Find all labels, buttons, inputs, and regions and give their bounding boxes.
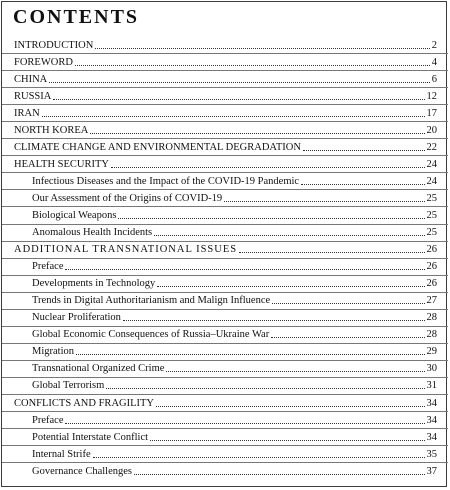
dot-leader [154,235,424,236]
toc-subentry-governance-challenges[interactable] [2,463,448,480]
toc-entry-introduction[interactable] [2,37,448,54]
toc-entry-label: CHINA [14,73,48,85]
toc-entry-label: FOREWORD [14,56,73,68]
toc-entry-page: 26 [426,278,437,290]
toc-entry-label: Preface [32,414,64,426]
toc-subentry-biological-weapons[interactable] [2,207,448,224]
toc-entry-page: 34 [426,397,437,409]
table-of-contents [2,37,448,480]
toc-entry-label: IRAN [14,107,40,119]
dot-leader [65,423,424,424]
toc-entry-page: 17 [426,107,437,119]
toc-entry-label: Our Assessment of the Origins of COVID-19 [32,192,223,204]
toc-entry-label: Migration [32,346,74,358]
dot-leader [271,337,424,338]
toc-subentry-migration[interactable] [2,344,448,361]
dot-leader [106,388,424,389]
dot-leader [239,252,424,253]
toc-subentry-organized-crime[interactable] [2,361,448,378]
toc-entry-page: 20 [426,124,437,136]
dot-leader [65,269,424,270]
dot-leader [118,218,424,219]
toc-entry-page: 34 [426,414,437,426]
dot-leader [111,167,425,168]
toc-subentry-preface[interactable] [2,259,448,276]
toc-entry-label: CLIMATE CHANGE AND ENVIRONMENTAL DEGRADATION [14,141,301,153]
dot-leader [49,82,430,83]
toc-subentry-economic-consequences[interactable] [2,327,448,344]
dot-leader [53,99,424,100]
toc-entry-label: NORTH KOREA [14,124,89,136]
toc-entry-label: Biological Weapons [32,209,117,221]
toc-entry-climate-change[interactable] [2,139,448,156]
toc-entry-page: 28 [426,312,437,324]
toc-entry-label: Global Economic Consequences of Russia–Ukraine War [32,329,270,341]
toc-entry-page: 6 [431,73,437,85]
toc-entry-label: Developments in Technology [32,278,156,290]
toc-entry-page: 37 [426,466,437,478]
toc-entry-russia[interactable] [2,88,448,105]
toc-entry-label: Nuclear Proliferation [32,312,121,324]
contents-page [1,1,447,487]
page-title: CONTENTS [13,6,140,28]
toc-entry-label: Internal Strife [32,448,91,460]
toc-entry-transnational-issues[interactable] [2,242,448,259]
toc-entry-page: 24 [426,158,437,170]
dot-leader [75,65,430,66]
dot-leader [150,440,424,441]
toc-entry-page: 26 [426,261,437,273]
toc-subentry-technology[interactable] [2,276,448,293]
dot-leader [303,150,425,151]
toc-entry-label: INTRODUCTION [14,39,94,51]
toc-subentry-nuclear-proliferation[interactable] [2,310,448,327]
dot-leader [272,303,424,304]
toc-entry-label: Infectious Diseases and the Impact of the COVID-19 Pandemic [32,175,300,187]
toc-entry-page: 25 [426,227,437,239]
toc-entry-label: Potential Interstate Conflict [32,431,149,443]
toc-subentry-digital-authoritarianism[interactable] [2,293,448,310]
toc-entry-page: 29 [426,346,437,358]
toc-subentry-global-terrorism[interactable] [2,378,448,395]
toc-entry-page: 34 [426,431,437,443]
dot-leader [93,457,425,458]
toc-entry-label: HEALTH SECURITY [14,158,109,170]
toc-subentry-anomalous-health[interactable] [2,225,448,242]
toc-entry-label: Transnational Organized Crime [32,363,165,375]
dot-leader [76,354,425,355]
toc-entry-page: 25 [426,209,437,221]
toc-entry-label: RUSSIA [14,90,52,102]
toc-entry-label: Global Terrorism [32,380,105,392]
dot-leader [90,133,424,134]
toc-entry-page: 12 [426,90,437,102]
toc-entry-china[interactable] [2,71,448,88]
toc-entry-page: 27 [426,295,437,307]
dot-leader [156,406,424,407]
toc-entry-page: 31 [426,380,437,392]
toc-entry-page: 35 [426,448,437,460]
toc-subentry-internal-strife[interactable] [2,446,448,463]
toc-entry-page: 30 [426,363,437,375]
toc-entry-label: Trends in Digital Authoritarianism and Malign Influence [32,295,271,307]
dot-leader [301,184,424,185]
dot-leader [95,48,429,49]
dot-leader [42,116,425,117]
toc-subentry-interstate-conflict[interactable] [2,429,448,446]
toc-entry-health-security[interactable] [2,156,448,173]
toc-entry-page: 2 [431,39,437,51]
toc-entry-label: Governance Challenges [32,466,133,478]
toc-entry-page: 26 [426,244,437,256]
toc-entry-page: 22 [426,141,437,153]
toc-subentry-preface-conflicts[interactable] [2,412,448,429]
toc-entry-iran[interactable] [2,105,448,122]
dot-leader [134,474,424,475]
toc-entry-page: 4 [431,56,437,68]
toc-entry-label: CONFLICTS AND FRAGILITY [14,397,155,409]
dot-leader [157,286,424,287]
toc-subentry-covid-origins[interactable] [2,190,448,207]
toc-entry-page: 25 [426,192,437,204]
dot-leader [166,371,424,372]
toc-subentry-infectious-diseases[interactable] [2,173,448,190]
toc-entry-foreword[interactable] [2,54,448,71]
toc-entry-page: 24 [426,175,437,187]
dot-leader [224,201,424,202]
toc-entry-north-korea[interactable] [2,122,448,139]
toc-entry-page: 28 [426,329,437,341]
dot-leader [123,320,425,321]
toc-entry-label: ADDITIONAL TRANSNATIONAL ISSUES [14,244,238,256]
toc-entry-label: Preface [32,261,64,273]
toc-entry-conflicts-fragility[interactable] [2,395,448,412]
toc-entry-label: Anomalous Health Incidents [32,227,153,239]
